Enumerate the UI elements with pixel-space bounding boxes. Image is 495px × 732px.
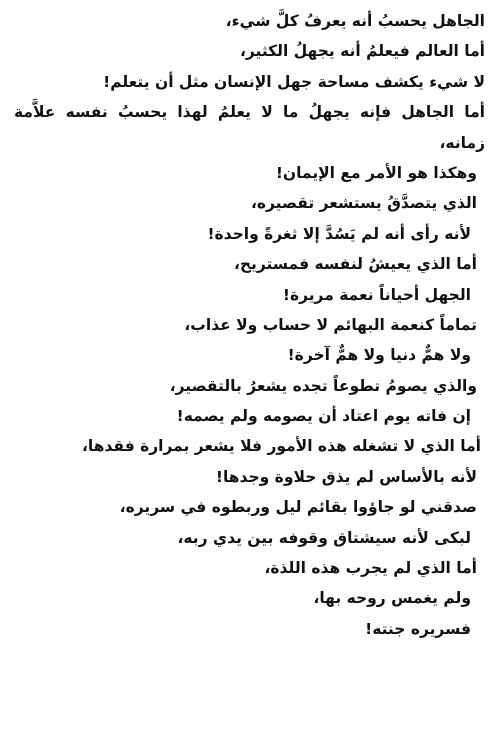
text-line-10: الجهل أحياناً نعمة مريرة! xyxy=(282,285,471,304)
text-line-21: فسريره جنته! xyxy=(365,619,471,638)
text-line-12: ولا همٌّ دنيا ولا همٌّ آخرة! xyxy=(287,346,471,365)
text-line-6: وهكذا هو الأمر مع الإيمان! xyxy=(275,163,477,182)
text-line-16: لأنه بالأساس لم يذق حلاوة وجدها! xyxy=(215,467,477,486)
text-line-5: زمانه، xyxy=(439,133,485,152)
text-line-11: تماماً كنعمة البهائم لا حساب ولا عذاب، xyxy=(184,315,477,334)
text-line-1: الجاهل يحسبُ أنه يعرفُ كلَّ شيء، xyxy=(225,12,485,30)
text-line-8: لأنه رأى أنه لم يَسُدَّ إلا ثغرةً واحدة! xyxy=(207,224,471,243)
text-line-9: أما الذي يعيشُ لنفسه فمستريح، xyxy=(233,255,477,274)
text-line-4: أما الجاهل فإنه يجهلُ ما لا يعلمُ لهذا يحسبُ نفسه علاَّمة xyxy=(14,103,485,122)
text-line-3: لا شيء يكشف مساحة جهل الإنسان مثل أن يتعلم! xyxy=(103,72,485,91)
text-line-14: إن فاته يوم اعتاد أن يصومه ولم يصمه! xyxy=(176,407,471,426)
text-line-19: أما الذي لم يجرب هذه اللذة، xyxy=(264,559,477,578)
text-line-15: أما الذي لا تشغله هذه الأمور فلا يشعر بمرارة فقدها، xyxy=(82,437,481,456)
text-line-18: لبكى لأنه سيشتاق وقوفه بين يدي ربه، xyxy=(177,528,471,547)
text-line-13: والذي يصومُ تطوعاً تجده يشعرُ بالتقصير، xyxy=(169,376,477,395)
text-line-7: الذي يتصدَّقُ يستشعر تقصيره، xyxy=(250,194,477,213)
text-line-2: أما العالم فيعلمُ أنه يجهلُ الكثير، xyxy=(239,42,485,61)
text-line-17: صدقني لو جاؤوا بقائم ليل وربطوه في سريره، xyxy=(119,498,477,517)
text-line-20: ولم يغمس روحه بها، xyxy=(313,589,471,608)
